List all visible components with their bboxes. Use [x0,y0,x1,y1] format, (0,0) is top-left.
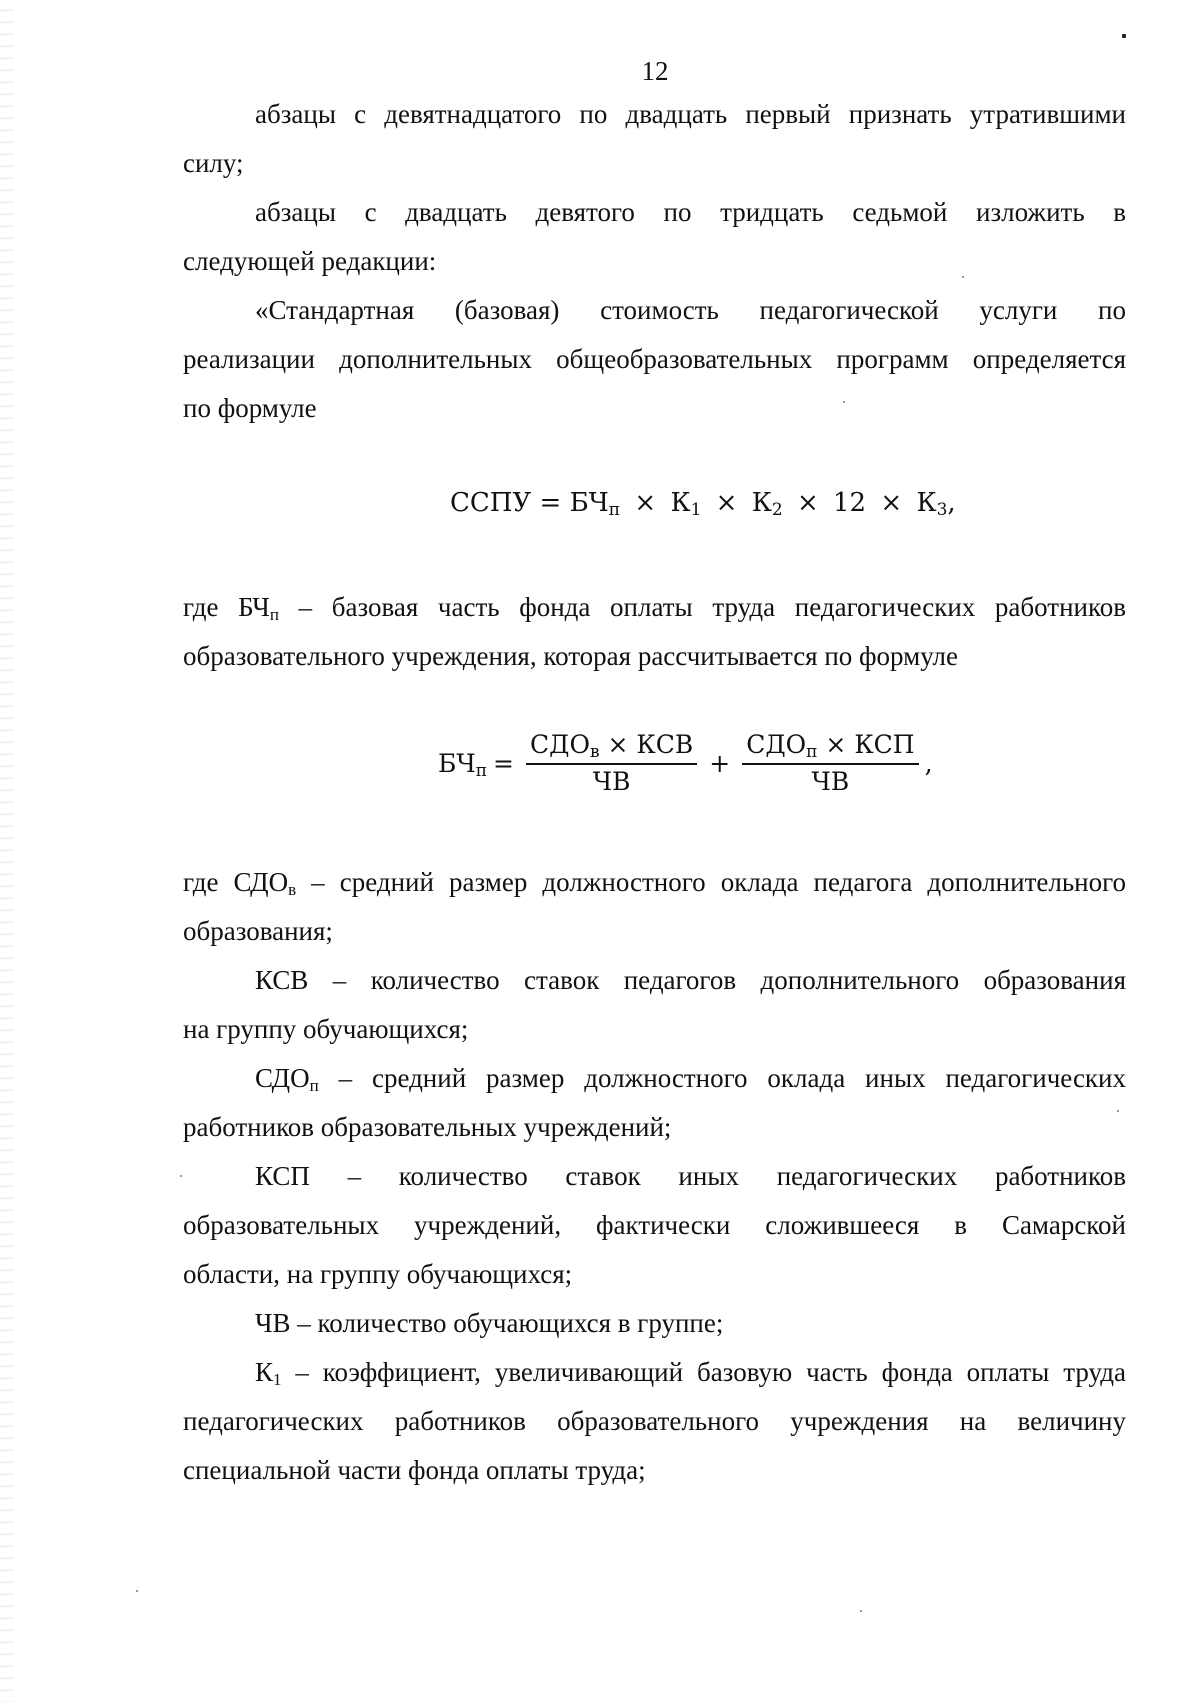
text-line: абзацы с девятнадцатого по двадцать первый признать утратившими [255,99,1126,129]
times-sign: × [880,488,903,518]
formula-bch [438,730,933,796]
text-block-bch-definition [183,583,1126,681]
text-line: образовательных учреждений, фактически сложившееся в Самарской [183,1210,1126,1240]
text-line: $СДО_п$ – средний размер должностного оклада иных педагогических [255,1063,1126,1095]
formula-term-k3: $К_3$ [916,488,948,520]
formula-term-bch: $БЧ_п$ [569,488,621,520]
text-block-intro [183,90,1126,433]
formula-tail: , [924,748,933,778]
text-line: абзацы с двадцать девятого по тридцать седьмой изложить в [255,197,1126,227]
text-line: специальной части фонда оплаты труда; [183,1455,646,1485]
formula-tail: , [947,488,956,518]
text-line: силу; [183,148,244,178]
text-line: на группу обучающихся; [183,1014,469,1044]
formula-lhs: ССПУ = [450,488,562,518]
formula-term-k1: $К_1$ [670,488,702,520]
plus-sign: + [709,748,731,778]
text-line: КСП – количество ставок иных педагогических работников [255,1161,1126,1191]
times-sign: × [634,488,657,518]
text-line: реализации дополнительных общеобразовательных программ определяется [183,344,1126,374]
scan-speck [1122,34,1126,38]
text-line: работников образовательных учреждений; [183,1112,672,1142]
equals-sign: = [493,748,514,778]
scan-speck [180,1175,182,1177]
text-line: образовательного учреждения, которая рассчитывается по формуле [183,641,958,671]
fraction-sdov [526,730,697,796]
text-line: ЧВ – количество обучающихся в группе; [255,1308,724,1338]
text-line: педагогических работников образовательного учреждения на величину [183,1406,1126,1436]
scan-speck [843,401,845,403]
scan-speck [860,1610,862,1612]
fraction-numerator: $СДО_п$ × КСП [742,730,918,765]
text-block-definitions [183,858,1126,1495]
scan-edge-artifact [0,0,14,1702]
text-line: где $БЧ_п$ – базовая часть фонда оплаты труда педагогических работников [183,592,1126,624]
scan-speck [1117,1110,1119,1112]
times-sign: × [715,488,738,518]
fraction-denominator: ЧВ [592,767,631,796]
text-line: «Стандартная (базовая) стоимость педагогической услуги по [255,295,1126,325]
formula-bch-row [438,730,933,796]
times-sign: × [796,488,819,518]
text-line: области, на группу обучающихся; [183,1259,573,1289]
formula-lhs: $БЧ_п$ [438,748,488,781]
text-line: образования; [183,916,333,946]
formula-sspu [450,488,956,518]
formula-term-k2: $К_2$ [751,488,783,520]
fraction-denominator: ЧВ [811,767,850,796]
text-line: $К_1$ – коэффициент, увеличивающий базовую часть фонда оплаты труда [255,1357,1126,1389]
formula-term-twelve: 12 [833,488,867,518]
page-number: 12 [641,56,669,86]
fraction-numerator: $СДО_в$ × КСВ [526,730,697,765]
text-line: где $СДО_в$ – средний размер должностного оклада педагога дополнительного [183,867,1126,899]
text-line: КСВ – количество ставок педагогов дополнительного образования [255,965,1126,995]
text-line: следующей редакции: [183,246,437,276]
scan-speck [962,276,964,278]
scan-speck [136,1590,138,1592]
fraction-sdop [742,730,918,796]
text-line: по формуле [183,393,317,423]
